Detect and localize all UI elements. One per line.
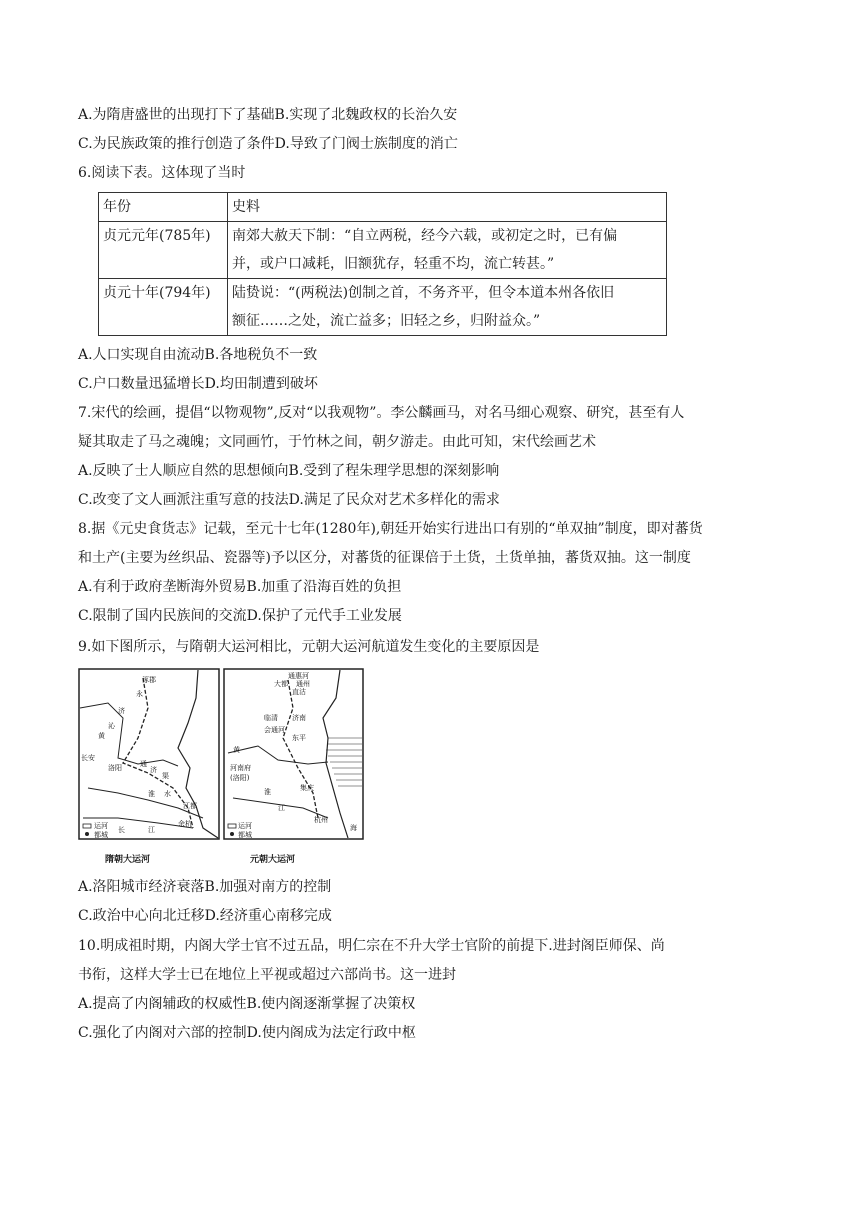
- map-label: 沁: [108, 722, 115, 730]
- map-label: 永: [136, 690, 143, 698]
- map-label: 都城: [238, 831, 252, 839]
- source-line: 并，或户口减耗，旧额犹存，轻重不均，流亡转甚。”: [232, 256, 555, 272]
- source-line: 额征……之处，流亡益多；旧轻之乡，归附益众。”: [232, 313, 541, 329]
- source-line: 陆贽说：“(两税法)创制之首，不务齐平，但令本道本州各依旧: [232, 285, 615, 301]
- q10-options-cd: C.强化了内阁对六部的控制D.使内阁成为法定行政中枢: [78, 1025, 416, 1041]
- map-label: 运河: [238, 822, 252, 830]
- table-row: [99, 222, 667, 279]
- map-label: 通州: [296, 680, 310, 688]
- map-label: 河南府: [230, 764, 251, 772]
- q9-options-cd: C.政治中心向北迁移D.经济重心南移完成: [78, 908, 332, 924]
- table-cell-year: 贞元元年(785年): [99, 222, 228, 279]
- q8-stem-line-2: 和土产(主要为丝织品、瓷器等)予以区分，对蕃货的征课倍于土货，土货单抽，蕃货双抽。这一制度: [78, 550, 691, 566]
- map-label: 海: [350, 824, 357, 832]
- q7-stem-line-1: 7.宋代的绘画，提倡“以物观物”,反对“以我观物”。李公麟画马，对名马细心观察、研究，甚至有人: [78, 405, 685, 421]
- map-label: 杭州: [314, 816, 328, 824]
- q10-options-ab: A.提高了内阁辅政的权威性B.使内阁逐渐掌握了决策权: [78, 996, 416, 1012]
- q10-stem-line-2: 书衔，这样大学士已在地位上平视或超过六部尚书。这一进封: [78, 967, 456, 983]
- table-header-row: [99, 193, 667, 222]
- map-label: 江: [278, 804, 285, 812]
- map-label: 济: [150, 766, 157, 774]
- map-label: 淮: [148, 790, 155, 798]
- map-label: 通惠河: [288, 672, 309, 680]
- map-label: 水: [164, 790, 171, 798]
- q7-options-cd: C.改变了文人画派注重写意的技法D.满足了民众对艺术多样化的需求: [78, 492, 500, 508]
- q6-history-table: [98, 192, 667, 336]
- map-label: 长: [118, 826, 125, 834]
- map-label: 长安: [81, 754, 95, 762]
- table-cell-source: [228, 279, 667, 336]
- map-label: 黄: [233, 746, 240, 754]
- q6-stem: 6.阅读下表。这体现了当时: [78, 165, 246, 181]
- map-label: 会通河: [264, 726, 285, 734]
- map-label: 东平: [292, 734, 306, 742]
- table-cell-year: 贞元十年(794年): [99, 279, 228, 336]
- q8-options-ab: A.有利于政府垄断海外贸易B.加重了沿海百姓的负担: [78, 579, 402, 595]
- q8-options-cd: C.限制了国内民族间的交流D.保护了元代手工业发展: [78, 608, 402, 624]
- map-label: 集庆: [300, 784, 314, 792]
- sui-map-caption: 隋朝大运河: [105, 855, 151, 865]
- map-label: 济: [118, 707, 125, 715]
- map-label: 余杭: [178, 820, 192, 828]
- map-label: 临清: [264, 714, 278, 722]
- q9-options-ab: A.洛阳城市经济衰落B.加强对南方的控制: [78, 879, 332, 895]
- map-label: 江都: [183, 802, 197, 810]
- map-label: 直沽: [292, 688, 306, 696]
- q6-options-cd: C.户口数量迅猛增长D.均田制遭到破坏: [78, 376, 318, 392]
- map-label: 黄: [98, 732, 105, 740]
- q5-options-ab: A.为隋唐盛世的出现打下了基础B.实现了北魏政权的长治久安: [78, 107, 458, 123]
- source-line: 南郊大赦天下制：“自立两税，经今六载，或初定之时，已有偏: [232, 228, 618, 244]
- map-label: 洛阳: [108, 764, 122, 772]
- q5-options-cd: C.为民族政策的推行创造了条件D.导致了门阀士族制度的消亡: [78, 136, 458, 152]
- map-label: 运河: [94, 822, 108, 830]
- map-label: 渠: [162, 772, 169, 780]
- table-header-year: 年份: [99, 193, 228, 222]
- map-label: 大都: [274, 680, 288, 688]
- table-row: [99, 279, 667, 336]
- q7-options-ab: A.反映了士人顺应自然的思想倾向B.受到了程朱理学思想的深刻影响: [78, 463, 500, 479]
- map-label: 江: [148, 826, 155, 834]
- q9-stem: 9.如下图所示，与隋朝大运河相比，元朝大运河航道发生变化的主要原因是: [78, 639, 540, 655]
- map-label: 都城: [94, 831, 108, 839]
- q6-options-ab: A.人口实现自由流动B.各地税负不一致: [78, 347, 318, 363]
- q8-stem-line-1: 8.据《元史食货志》记载，至元十七年(1280年),朝廷开始实行进出口有别的“单双抽”制度，即对蕃货: [78, 521, 703, 537]
- map-label: 济南: [292, 714, 306, 722]
- map-label: 涿郡: [142, 676, 156, 684]
- map-label: 通: [140, 760, 147, 768]
- canal-maps-figure: [78, 668, 364, 840]
- table-cell-source: [228, 222, 667, 279]
- table-header-source: 史料: [228, 193, 667, 222]
- map-label: 淮: [264, 788, 271, 796]
- yuan-map-caption: 元朝大运河: [250, 855, 296, 865]
- q7-stem-line-2: 疑其取走了马之魂魄；文同画竹，于竹林之间，朝夕游走。由此可知，宋代绘画艺术: [78, 434, 596, 450]
- map-label: (洛阳): [230, 774, 250, 782]
- q10-stem-line-1: 10.明成祖时期，内阁大学士官不过五品，明仁宗在不升大学士官阶的前提下.进封阁臣师保、尚: [78, 938, 665, 954]
